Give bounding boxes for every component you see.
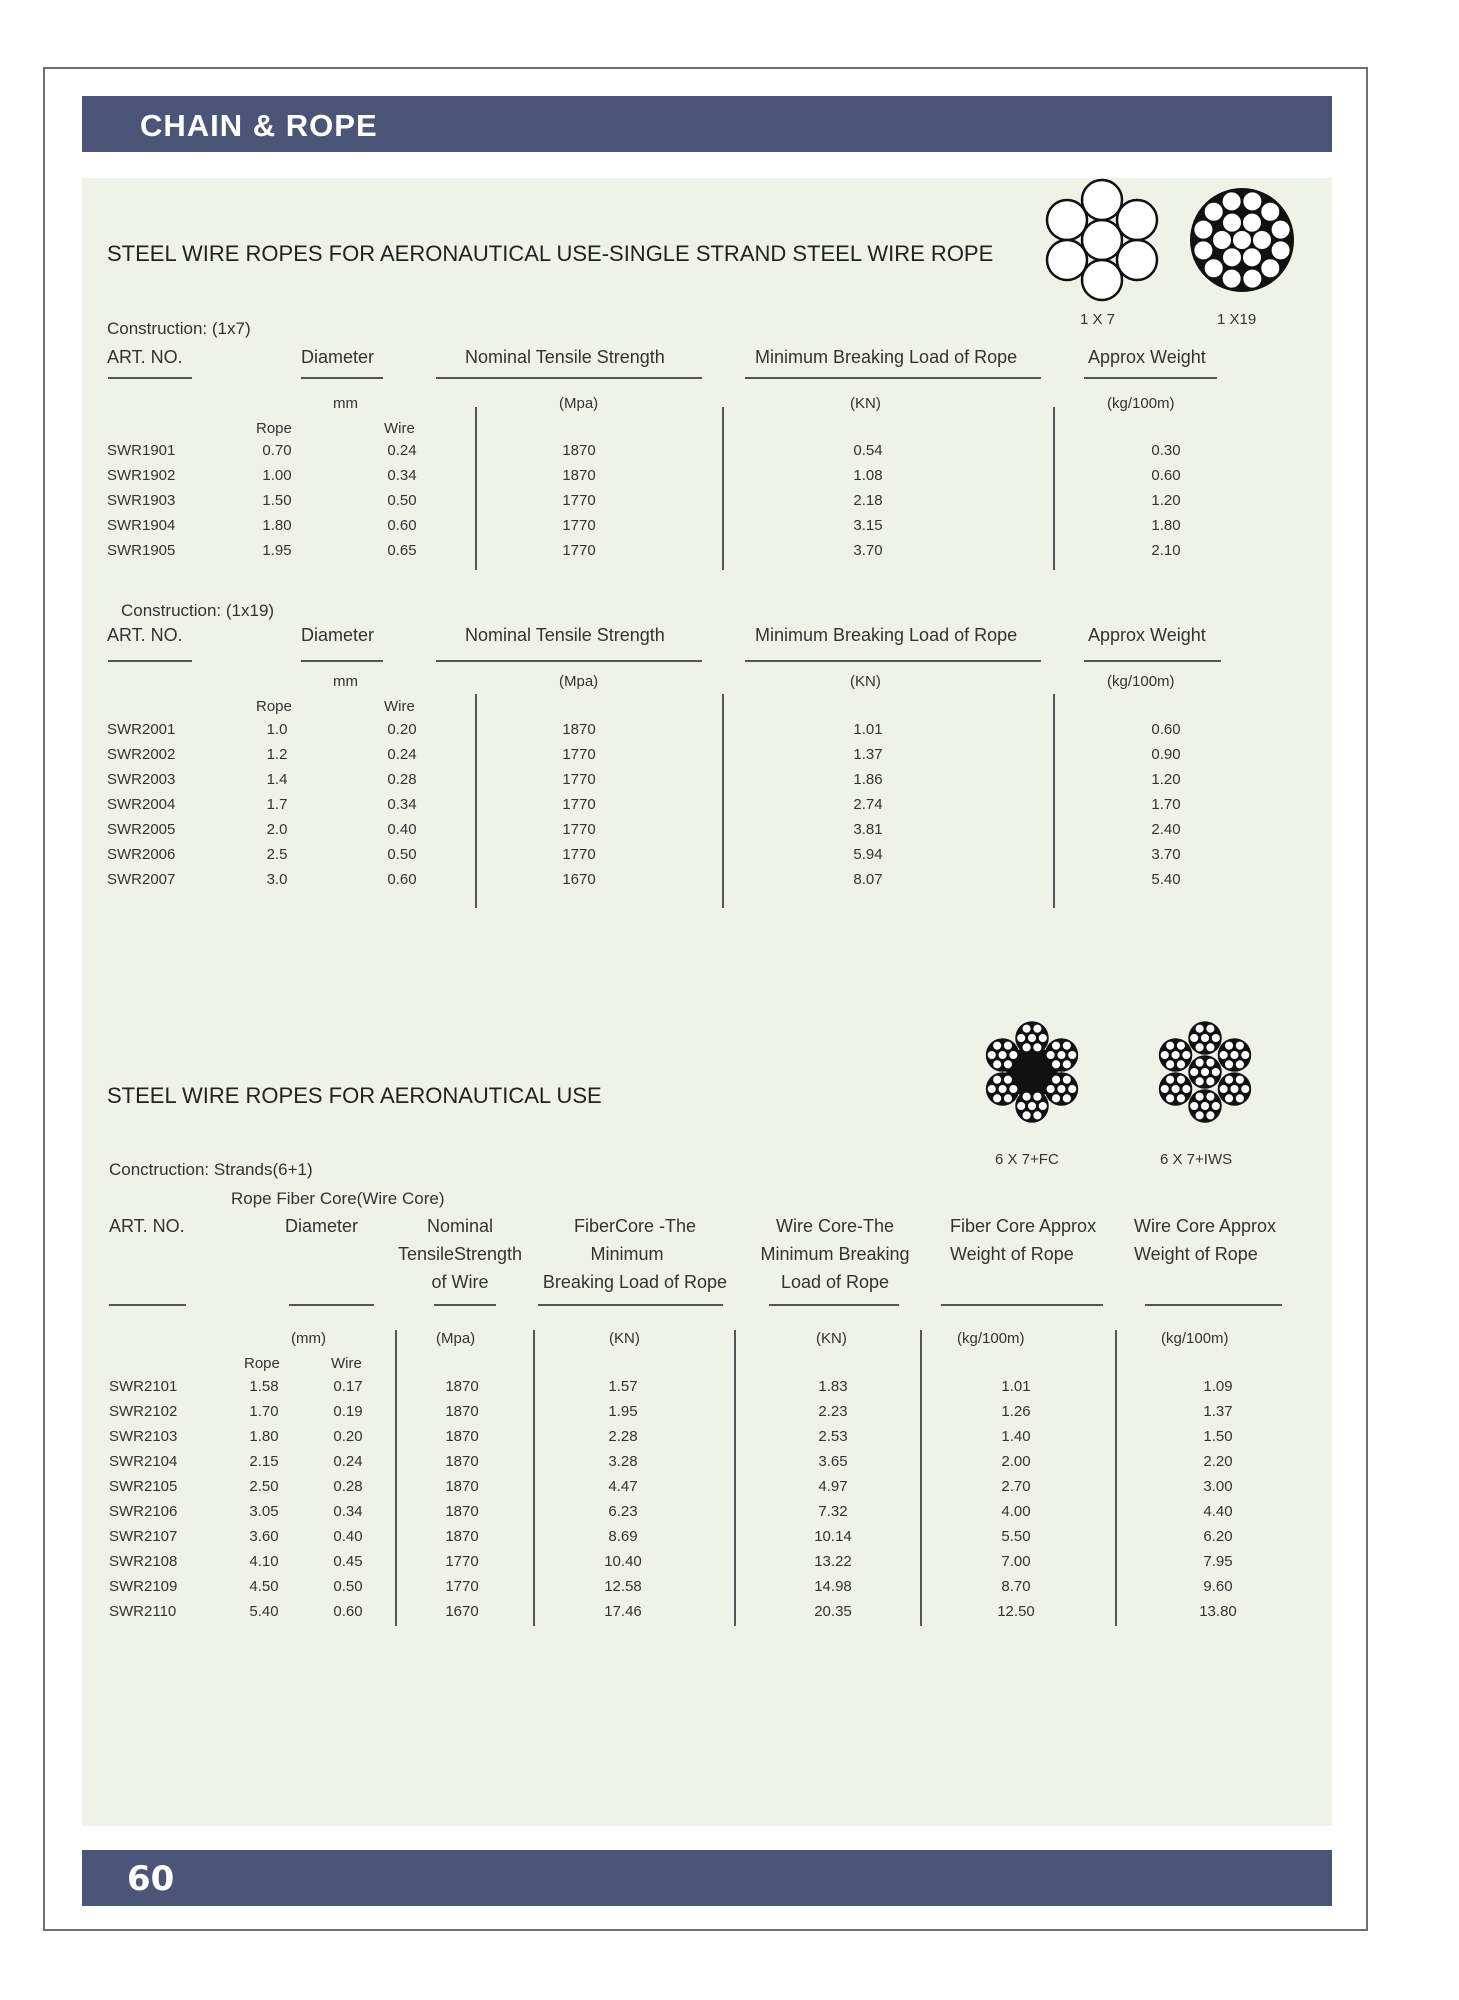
cell-wire-weight: 1.09 bbox=[1203, 1378, 1233, 1395]
cell-weight: 1.20 bbox=[1151, 771, 1181, 788]
rope-6x7iws-icon bbox=[1148, 1010, 1263, 1135]
cell-rope-dia: 5.40 bbox=[249, 1603, 279, 1620]
cell-wire-mbl: 20.35 bbox=[814, 1603, 852, 1620]
cell-breaking-load: 2.18 bbox=[853, 492, 883, 509]
cell-fiber-weight: 1.26 bbox=[1001, 1403, 1031, 1420]
cell-wire-dia: 0.50 bbox=[333, 1578, 363, 1595]
cell-wire-mbl: 7.32 bbox=[818, 1503, 848, 1520]
cell-fiber-weight: 8.70 bbox=[1001, 1578, 1031, 1595]
cell-fiber-weight: 1.40 bbox=[1001, 1428, 1031, 1445]
cell-rope-dia: 1.80 bbox=[249, 1428, 279, 1445]
cell-breaking-load: 1.08 bbox=[853, 467, 883, 484]
cell-tensile: 1870 bbox=[562, 442, 596, 459]
table1-header-nominal: Nominal Tensile Strength bbox=[465, 347, 665, 367]
cell-wire-dia: 0.40 bbox=[387, 821, 417, 838]
cell-rope-dia: 1.2 bbox=[266, 746, 288, 763]
cell-wire-mbl: 2.53 bbox=[818, 1428, 848, 1445]
cell-wire-dia: 0.34 bbox=[387, 467, 417, 484]
table3-header-nominal-3: of Wire bbox=[431, 1272, 489, 1292]
underline bbox=[1084, 660, 1221, 662]
cell-weight: 3.70 bbox=[1151, 846, 1181, 863]
table3-unit-kn2: (KN) bbox=[816, 1330, 847, 1347]
section1-title: STEEL WIRE ROPES FOR AERONAUTICAL USE-SINGLE STRAND STEEL WIRE ROPE bbox=[107, 241, 994, 266]
cell-rope-dia: 2.5 bbox=[266, 846, 288, 863]
table1-header-art: ART. NO. bbox=[107, 347, 183, 367]
section2-construction2: Rope Fiber Core(Wire Core) bbox=[231, 1189, 445, 1208]
cell-weight: 1.80 bbox=[1151, 517, 1181, 534]
table3-unit-kg1: (kg/100m) bbox=[957, 1330, 1025, 1347]
cell-fiber-weight: 5.50 bbox=[1001, 1528, 1031, 1545]
table3-unit-mm: (mm) bbox=[291, 1330, 326, 1347]
cell-wire-mbl: 2.23 bbox=[818, 1403, 848, 1420]
cell-weight: 2.10 bbox=[1151, 542, 1181, 559]
cell-wire-dia: 0.24 bbox=[333, 1453, 363, 1470]
table1-header-weight: Approx Weight bbox=[1088, 347, 1206, 367]
table3-header-wire-mbl-2: Minimum Breaking bbox=[760, 1244, 910, 1264]
cell-fiber-mbl: 10.40 bbox=[604, 1553, 642, 1570]
cell-tensile: 1770 bbox=[562, 492, 596, 509]
divider bbox=[722, 407, 724, 570]
underline bbox=[434, 1304, 496, 1306]
table2-header-nominal: Nominal Tensile Strength bbox=[465, 625, 665, 645]
divider bbox=[1053, 407, 1055, 570]
cell-weight: 0.90 bbox=[1151, 746, 1181, 763]
cell-wire-dia: 0.28 bbox=[333, 1478, 363, 1495]
cell-fiber-weight: 4.00 bbox=[1001, 1503, 1031, 1520]
underline bbox=[301, 660, 383, 662]
section2-title: STEEL WIRE ROPES FOR AERONAUTICAL USE bbox=[107, 1083, 602, 1108]
cell-wire-dia: 0.19 bbox=[333, 1403, 363, 1420]
table3-header-nominal-1: Nominal bbox=[426, 1216, 494, 1236]
cell-tensile: 1870 bbox=[562, 721, 596, 738]
caption-1x19: 1 X19 bbox=[1217, 311, 1257, 328]
cell-tensile: 1770 bbox=[562, 771, 596, 788]
cell-art-no: SWR1902 bbox=[107, 467, 176, 484]
cell-rope-dia: 3.05 bbox=[249, 1503, 279, 1520]
underline bbox=[1084, 377, 1217, 379]
cell-fiber-weight: 1.01 bbox=[1001, 1378, 1031, 1395]
cell-tensile: 1870 bbox=[445, 1503, 479, 1520]
rope-1x7-icon bbox=[1040, 178, 1165, 303]
cell-fiber-mbl: 1.95 bbox=[608, 1403, 638, 1420]
rope-1x19-icon bbox=[1180, 178, 1305, 303]
underline bbox=[1145, 1304, 1282, 1306]
cell-fiber-mbl: 17.46 bbox=[604, 1603, 642, 1620]
cell-art-no: SWR2002 bbox=[107, 746, 176, 763]
underline bbox=[289, 1304, 374, 1306]
cell-tensile: 1870 bbox=[445, 1378, 479, 1395]
cell-tensile: 1770 bbox=[562, 542, 596, 559]
table3-sub-wire: Wire bbox=[331, 1355, 362, 1372]
divider bbox=[475, 694, 477, 908]
cell-art-no: SWR2104 bbox=[109, 1453, 178, 1470]
cell-tensile: 1770 bbox=[445, 1578, 479, 1595]
cell-wire-dia: 0.17 bbox=[333, 1378, 363, 1395]
table2-header-weight: Approx Weight bbox=[1088, 625, 1206, 645]
table3-unit-kn1: (KN) bbox=[609, 1330, 640, 1347]
cell-wire-weight: 6.20 bbox=[1203, 1528, 1233, 1545]
cell-weight: 1.20 bbox=[1151, 492, 1181, 509]
caption-6x7fc: 6 X 7+FC bbox=[995, 1151, 1059, 1168]
table2-unit-mpa: (Mpa) bbox=[559, 673, 599, 690]
section2-construction: Conctruction: Strands(6+1) bbox=[109, 1160, 313, 1179]
table1-sub-wire: Wire bbox=[384, 420, 415, 437]
cell-art-no: SWR2105 bbox=[109, 1478, 178, 1495]
table1-unit-mm: mm bbox=[333, 395, 358, 412]
cell-tensile: 1770 bbox=[562, 746, 596, 763]
cell-art-no: SWR1901 bbox=[107, 442, 176, 459]
table3-header-fiber-wt-2: Weight of Rope bbox=[950, 1244, 1074, 1264]
divider bbox=[1115, 1330, 1117, 1626]
cell-rope-dia: 4.50 bbox=[249, 1578, 279, 1595]
cell-art-no: SWR2107 bbox=[109, 1528, 178, 1545]
cell-tensile: 1670 bbox=[445, 1603, 479, 1620]
cell-art-no: SWR2110 bbox=[109, 1603, 177, 1620]
cell-weight: 5.40 bbox=[1151, 871, 1181, 888]
cell-wire-mbl: 1.83 bbox=[818, 1378, 848, 1395]
cell-art-no: SWR2108 bbox=[109, 1553, 178, 1570]
cell-weight: 1.70 bbox=[1151, 796, 1181, 813]
underline bbox=[109, 1304, 186, 1306]
cell-art-no: SWR2106 bbox=[109, 1503, 178, 1520]
divider bbox=[1053, 694, 1055, 908]
cell-breaking-load: 1.01 bbox=[853, 721, 883, 738]
page-footer bbox=[82, 1850, 1332, 1906]
table2-unit-kg: (kg/100m) bbox=[1107, 673, 1175, 690]
cell-tensile: 1870 bbox=[445, 1528, 479, 1545]
cell-fiber-mbl: 4.47 bbox=[608, 1478, 638, 1495]
cell-art-no: SWR2004 bbox=[107, 796, 176, 813]
cell-fiber-mbl: 8.69 bbox=[608, 1528, 638, 1545]
table2-sub-rope: Rope bbox=[256, 698, 292, 715]
table1-header-mbl: Minimum Breaking Load of Rope bbox=[755, 347, 1018, 367]
underline bbox=[108, 660, 192, 662]
cell-wire-weight: 4.40 bbox=[1203, 1503, 1233, 1520]
underline bbox=[436, 660, 702, 662]
table1-construction: Construction: (1x7) bbox=[107, 319, 251, 338]
cell-wire-dia: 0.24 bbox=[387, 746, 417, 763]
cell-wire-mbl: 4.97 bbox=[818, 1478, 848, 1495]
cell-wire-dia: 0.34 bbox=[333, 1503, 363, 1520]
table2-header-mbl: Minimum Breaking Load of Rope bbox=[755, 625, 1018, 645]
cell-rope-dia: 1.0 bbox=[266, 721, 288, 738]
cell-wire-weight: 2.20 bbox=[1203, 1453, 1233, 1470]
divider bbox=[920, 1330, 922, 1626]
cell-wire-dia: 0.65 bbox=[387, 542, 417, 559]
cell-wire-dia: 0.60 bbox=[387, 517, 417, 534]
cell-art-no: SWR2007 bbox=[107, 871, 176, 888]
cell-breaking-load: 5.94 bbox=[853, 846, 883, 863]
table3-unit-mpa: (Mpa) bbox=[436, 1330, 476, 1347]
cell-weight: 0.30 bbox=[1151, 442, 1181, 459]
cell-tensile: 1870 bbox=[562, 467, 596, 484]
cell-wire-dia: 0.60 bbox=[333, 1603, 363, 1620]
divider bbox=[475, 407, 477, 570]
cell-art-no: SWR2006 bbox=[107, 846, 176, 863]
cell-art-no: SWR2001 bbox=[107, 721, 176, 738]
cell-wire-dia: 0.20 bbox=[333, 1428, 363, 1445]
cell-wire-mbl: 10.14 bbox=[814, 1528, 852, 1545]
cell-wire-weight: 1.37 bbox=[1203, 1403, 1233, 1420]
cell-rope-dia: 1.80 bbox=[262, 517, 292, 534]
cell-wire-weight: 7.95 bbox=[1203, 1553, 1233, 1570]
cell-tensile: 1870 bbox=[445, 1478, 479, 1495]
table3-header-fiber-mbl-3: Breaking Load of Rope bbox=[542, 1272, 728, 1292]
cell-wire-mbl: 3.65 bbox=[818, 1453, 848, 1470]
table3-header-art: ART. NO. bbox=[109, 1216, 185, 1236]
cell-tensile: 1870 bbox=[445, 1403, 479, 1420]
divider bbox=[395, 1330, 397, 1626]
divider bbox=[722, 694, 724, 908]
cell-art-no: SWR2109 bbox=[109, 1578, 178, 1595]
page-title: CHAIN & ROPE bbox=[140, 108, 378, 143]
page-header bbox=[82, 96, 1332, 152]
table2-construction: Construction: (1x19) bbox=[121, 601, 275, 620]
cell-breaking-load: 8.07 bbox=[853, 871, 883, 888]
cell-rope-dia: 2.0 bbox=[266, 821, 288, 838]
table2-unit-mm: mm bbox=[333, 673, 358, 690]
table3-header-wire-wt-2: Weight of Rope bbox=[1134, 1244, 1258, 1264]
cell-fiber-weight: 7.00 bbox=[1001, 1553, 1031, 1570]
cell-rope-dia: 0.70 bbox=[262, 442, 292, 459]
underline bbox=[108, 377, 192, 379]
cell-wire-dia: 0.24 bbox=[387, 442, 417, 459]
table3-header-fiber-wt-1: Fiber Core Approx bbox=[950, 1216, 1097, 1236]
caption-1x7: 1 X 7 bbox=[1080, 311, 1116, 328]
cell-art-no: SWR1903 bbox=[107, 492, 176, 509]
cell-wire-dia: 0.50 bbox=[387, 492, 417, 509]
cell-rope-dia: 2.50 bbox=[249, 1478, 279, 1495]
table3-header-nominal-2: TensileStrength bbox=[397, 1244, 523, 1264]
table1-header-diameter: Diameter bbox=[301, 347, 375, 367]
cell-fiber-weight: 2.00 bbox=[1001, 1453, 1031, 1470]
cell-rope-dia: 3.0 bbox=[266, 871, 288, 888]
cell-wire-dia: 0.60 bbox=[387, 871, 417, 888]
cell-breaking-load: 1.37 bbox=[853, 746, 883, 763]
cell-art-no: SWR2103 bbox=[109, 1428, 178, 1445]
cell-tensile: 1770 bbox=[562, 517, 596, 534]
cell-art-no: SWR2101 bbox=[109, 1378, 178, 1395]
cell-rope-dia: 1.95 bbox=[262, 542, 292, 559]
cell-fiber-mbl: 3.28 bbox=[608, 1453, 638, 1470]
cell-rope-dia: 1.58 bbox=[249, 1378, 279, 1395]
table3-sub-rope: Rope bbox=[244, 1355, 280, 1372]
divider bbox=[533, 1330, 535, 1626]
cell-rope-dia: 1.70 bbox=[249, 1403, 279, 1420]
cell-wire-mbl: 13.22 bbox=[814, 1553, 852, 1570]
cell-fiber-mbl: 2.28 bbox=[608, 1428, 638, 1445]
cell-tensile: 1770 bbox=[562, 846, 596, 863]
cell-breaking-load: 3.81 bbox=[853, 821, 883, 838]
cell-weight: 2.40 bbox=[1151, 821, 1181, 838]
cell-fiber-mbl: 6.23 bbox=[608, 1503, 638, 1520]
underline bbox=[538, 1304, 723, 1306]
table1-unit-kg: (kg/100m) bbox=[1107, 395, 1175, 412]
cell-fiber-weight: 2.70 bbox=[1001, 1478, 1031, 1495]
underline bbox=[769, 1304, 899, 1306]
cell-rope-dia: 1.00 bbox=[262, 467, 292, 484]
cell-art-no: SWR2102 bbox=[109, 1403, 178, 1420]
table2-unit-kn: (KN) bbox=[850, 673, 881, 690]
underline bbox=[436, 377, 702, 379]
cell-wire-mbl: 14.98 bbox=[814, 1578, 852, 1595]
cell-rope-dia: 3.60 bbox=[249, 1528, 279, 1545]
cell-breaking-load: 2.74 bbox=[853, 796, 883, 813]
cell-breaking-load: 3.70 bbox=[853, 542, 883, 559]
cell-wire-weight: 1.50 bbox=[1203, 1428, 1233, 1445]
rope-6x7fc-icon bbox=[975, 1010, 1090, 1135]
underline bbox=[745, 377, 1041, 379]
table3-header-fiber-mbl-2: Minimum bbox=[590, 1244, 664, 1264]
cell-wire-weight: 9.60 bbox=[1203, 1578, 1233, 1595]
cell-tensile: 1770 bbox=[562, 821, 596, 838]
cell-wire-dia: 0.20 bbox=[387, 721, 417, 738]
cell-wire-weight: 3.00 bbox=[1203, 1478, 1233, 1495]
cell-rope-dia: 1.50 bbox=[262, 492, 292, 509]
cell-art-no: SWR1905 bbox=[107, 542, 176, 559]
table3-header-wire-mbl-3: Load of Rope bbox=[780, 1272, 890, 1292]
cell-fiber-weight: 12.50 bbox=[997, 1603, 1035, 1620]
cell-fiber-mbl: 1.57 bbox=[608, 1378, 638, 1395]
cell-art-no: SWR2003 bbox=[107, 771, 176, 788]
cell-wire-dia: 0.28 bbox=[387, 771, 417, 788]
table3-header-wire-mbl-1: Wire Core-The bbox=[775, 1216, 895, 1236]
cell-weight: 0.60 bbox=[1151, 467, 1181, 484]
cell-wire-dia: 0.50 bbox=[387, 846, 417, 863]
underline bbox=[745, 660, 1041, 662]
cell-tensile: 1670 bbox=[562, 871, 596, 888]
table1-unit-kn: (KN) bbox=[850, 395, 881, 412]
divider bbox=[734, 1330, 736, 1626]
table2-sub-wire: Wire bbox=[384, 698, 415, 715]
table2-header-art: ART. NO. bbox=[107, 625, 183, 645]
cell-rope-dia: 4.10 bbox=[249, 1553, 279, 1570]
cell-weight: 0.60 bbox=[1151, 721, 1181, 738]
cell-rope-dia: 1.4 bbox=[266, 771, 288, 788]
caption-6x7iws: 6 X 7+IWS bbox=[1160, 1151, 1233, 1168]
table3-header-fiber-mbl-1: FiberCore -The bbox=[573, 1216, 697, 1236]
cell-wire-dia: 0.34 bbox=[387, 796, 417, 813]
underline bbox=[941, 1304, 1103, 1306]
cell-tensile: 1770 bbox=[445, 1553, 479, 1570]
cell-wire-dia: 0.40 bbox=[333, 1528, 363, 1545]
cell-wire-dia: 0.45 bbox=[333, 1553, 363, 1570]
table1-sub-rope: Rope bbox=[256, 420, 292, 437]
table3-header-diameter: Diameter bbox=[285, 1216, 359, 1236]
table2-header-diameter: Diameter bbox=[301, 625, 375, 645]
cell-breaking-load: 0.54 bbox=[853, 442, 883, 459]
table3-header-wire-wt-1: Wire Core Approx bbox=[1134, 1216, 1277, 1236]
cell-tensile: 1870 bbox=[445, 1428, 479, 1445]
cell-art-no: SWR2005 bbox=[107, 821, 176, 838]
cell-fiber-mbl: 12.58 bbox=[604, 1578, 642, 1595]
cell-breaking-load: 1.86 bbox=[853, 771, 883, 788]
page-number: 60 bbox=[127, 1859, 175, 1899]
cell-wire-weight: 13.80 bbox=[1199, 1603, 1237, 1620]
table1-unit-mpa: (Mpa) bbox=[559, 395, 599, 412]
cell-art-no: SWR1904 bbox=[107, 517, 176, 534]
cell-tensile: 1870 bbox=[445, 1453, 479, 1470]
cell-tensile: 1770 bbox=[562, 796, 596, 813]
cell-rope-dia: 2.15 bbox=[249, 1453, 279, 1470]
table3-unit-kg2: (kg/100m) bbox=[1161, 1330, 1229, 1347]
cell-breaking-load: 3.15 bbox=[853, 517, 883, 534]
cell-rope-dia: 1.7 bbox=[266, 796, 288, 813]
underline bbox=[301, 377, 383, 379]
